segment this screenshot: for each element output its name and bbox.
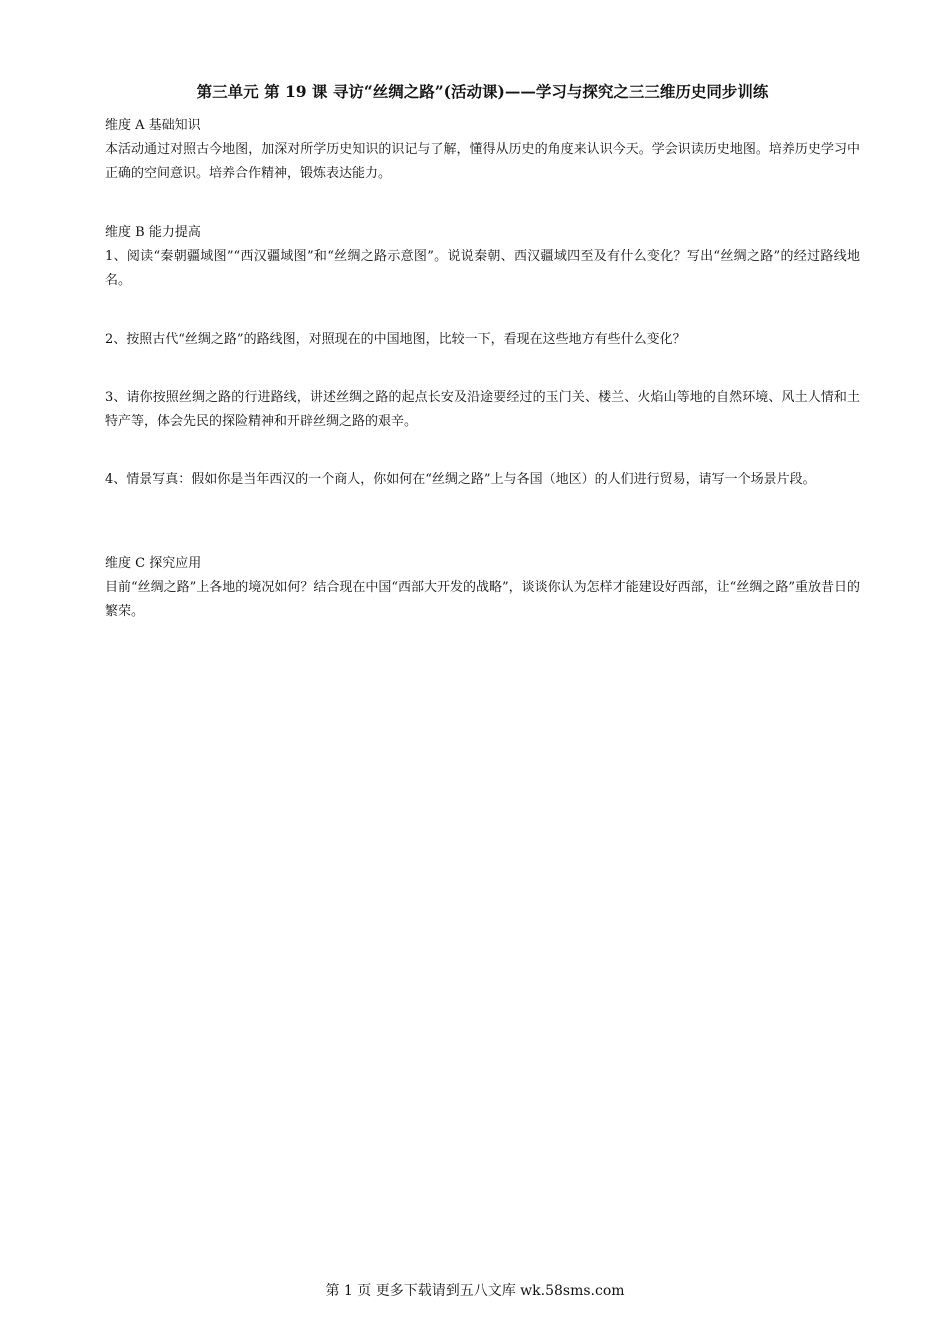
section-a-body: 本活动通过对照古今地图，加深对所学历史知识的识记与了解，懂得从历史的角度来认识今天。学会识读历史地图。培养历史学习中正确的空间意识。培养合作精神，锻炼表达能力。 xyxy=(105,142,860,181)
question-4: 4、情景写真：假如你是当年西汉的一个商人，你如何在“丝绸之路”上与各国（地区）的人们进行贸易，请写一个场景片段。 xyxy=(105,472,816,487)
page-footer: 第 1 页 更多下载请到五八文库 wk.58sms.com xyxy=(325,1283,625,1299)
section-a-heading: 维度 A 基础知识 xyxy=(105,118,201,133)
question-1: 1、阅读“秦朝疆域图”“西汉疆域图”和“丝绸之路示意图”。说说秦朝、西汉疆域四至及有什么变化？写出“丝绸之路”的经过路线地名。 xyxy=(105,249,860,288)
section-c xyxy=(105,552,860,624)
question-4-block xyxy=(105,468,860,492)
question-2: 2、按照古代“丝绸之路”的路线图，对照现在的中国地图，比较一下，看现在这些地方有些什么变化？ xyxy=(105,332,686,347)
section-a xyxy=(105,114,860,186)
section-b xyxy=(105,221,860,293)
document-title: 第三单元 第 19 课 寻访“丝绸之路”(活动课)——学习与探究之三三维历史同步训练 xyxy=(196,82,769,101)
question-3-block xyxy=(105,386,860,434)
question-3: 3、请你按照丝绸之路的行进路线，讲述丝绸之路的起点长安及沿途要经过的玉门关、楼兰、火焰山等地的自然环境、风土人情和土特产等，体会先民的探险精神和开辟丝绸之路的艰辛。 xyxy=(105,390,860,429)
section-b-heading: 维度 B 能力提高 xyxy=(105,225,201,240)
section-c-body: 目前“丝绸之路”上各地的境况如何？结合现在中国“西部大开发的战略”，谈谈你认为怎样才能建设好西部，让“丝绸之路”重放昔日的繁荣。 xyxy=(105,580,860,619)
question-2-block xyxy=(105,328,860,352)
section-c-heading: 维度 C 探究应用 xyxy=(105,556,202,571)
